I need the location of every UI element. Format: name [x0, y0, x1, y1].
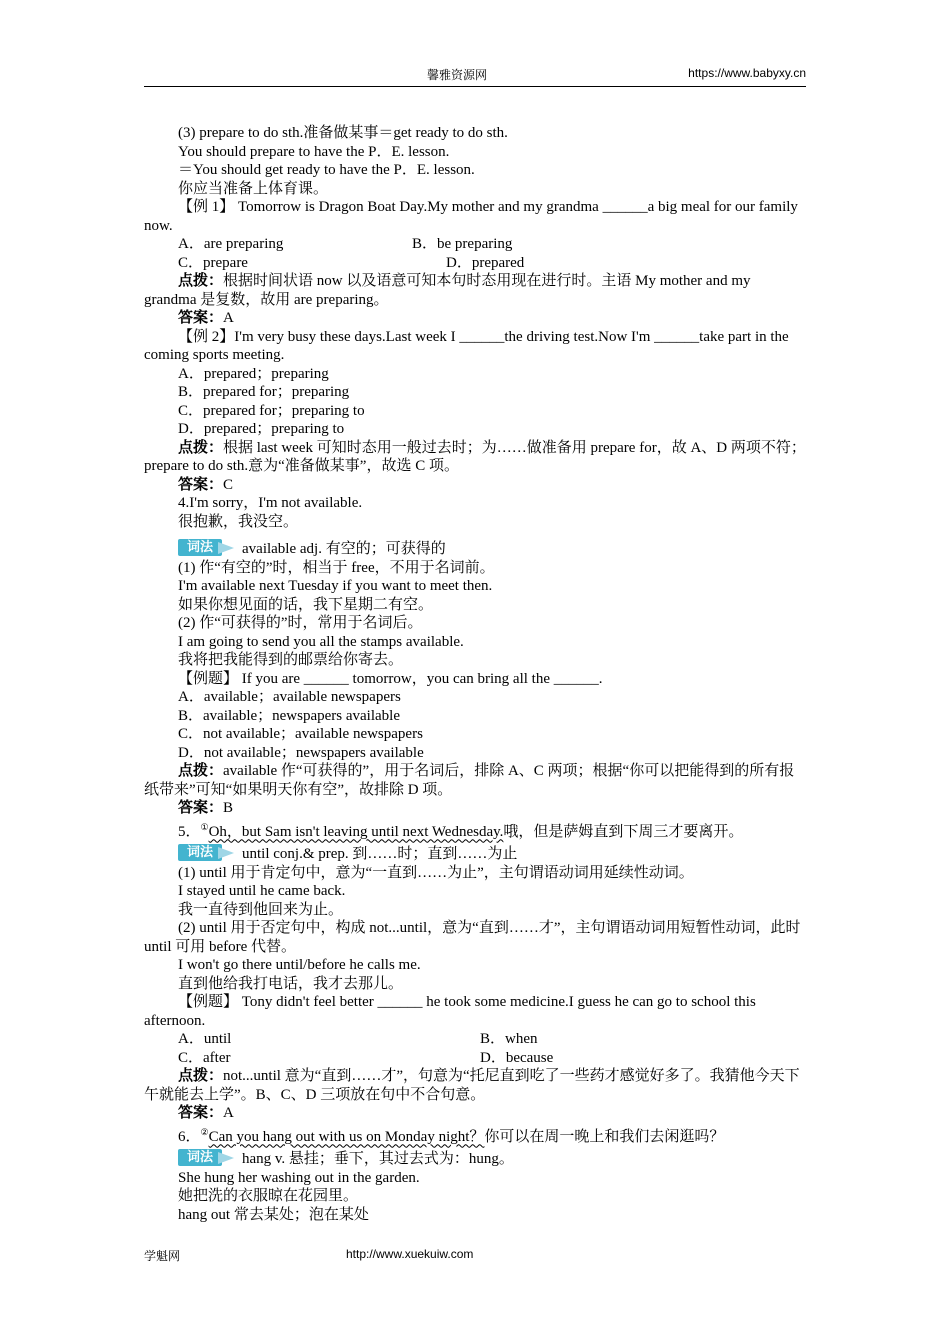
text-line: She hung her washing out in the garden.	[178, 1169, 420, 1186]
hint-label: 点拨：	[178, 273, 224, 289]
text-line: ＝You should get ready to have the P．E. lesson.	[178, 162, 475, 178]
example-question: 【例题】 Tony didn't feel better ______ he took some medicine.I guess he can go to school this afternoon.	[144, 994, 756, 1029]
hint-text: available 作“可获得的”，用于名词后，排除 A、C 两项；根据“你可以把能得到的所有报纸带来”可知“如果明天你有空”，故排除 D 项。	[144, 763, 795, 798]
vocab-heading: 词法 available adj. 有空的；可获得的	[144, 539, 806, 559]
text-line: hang out 常去某处；泡在某处	[178, 1206, 369, 1223]
text-line: (3) prepare to do sth.准备做某事＝get ready to do sth.	[178, 125, 508, 141]
option-c: C．not available；available newspapers	[178, 726, 423, 742]
sentence-6: 6．②Can you hang out with us on Monday night？你可以在周一晚上和我们去闲逛吗？	[178, 1126, 725, 1145]
option-b: B．prepared for；preparing	[178, 384, 350, 400]
answer-label: 答案：	[178, 476, 224, 493]
option-a: A．prepared；preparing	[178, 365, 329, 382]
text-line: (2) until 用于否定句中，构成 not...until，意为“直到……才”，主句谓语动词用短暂性动词，此时 until 可用 before 代替。	[144, 920, 801, 955]
options-row	[144, 1049, 806, 1068]
option-d: D．prepared	[446, 254, 525, 271]
answer-label: 答案：	[178, 310, 224, 326]
sentence-5: 5．①Oh，but Sam isn't leaving until next Wednesday.哦，但是萨姆直到下周三才要离开。	[178, 821, 744, 840]
hint	[144, 762, 806, 799]
answer-label: 答案：	[178, 1105, 224, 1121]
text-line: I am going to send you all the stamps available.	[178, 633, 464, 650]
text-line: 直到他给我打电话，我才去那儿。	[178, 975, 404, 992]
vocab-heading: 词法 hang v. 悬挂；垂下，其过去式为：hung。	[144, 1149, 806, 1169]
options-row	[144, 254, 806, 273]
text-line: I stayed until he came back.	[178, 883, 346, 899]
hint	[144, 272, 806, 309]
option-b: B．be preparing	[412, 236, 513, 252]
option-a: A．are preparing	[178, 236, 284, 252]
document-body	[144, 124, 806, 1224]
option-c: C．after	[178, 1049, 231, 1066]
header-site-name: 馨雅资源网	[427, 68, 488, 82]
text-line: 你应当准备上体育课。	[178, 180, 329, 197]
hint	[144, 439, 806, 476]
text-line: 4.I'm sorry，I'm not available.	[178, 495, 363, 511]
option-b: B．available；newspapers available	[178, 707, 400, 724]
footer-site-name: 学魁网	[144, 1249, 181, 1263]
answer	[144, 1104, 806, 1123]
text-line: 很抱歉，我没空。	[178, 513, 299, 530]
answer	[144, 309, 806, 328]
text-line: (1) 作“有空的”时，相当于 free，不用于名词前。	[178, 559, 495, 576]
hint	[144, 1067, 806, 1104]
text-line: (1) until 用于肯定句中，意为“一直到……为止”，主句谓语动词用延续性动词。	[178, 864, 694, 881]
hint-text: 根据 last week 可知时态用一般过去时；为……做准备用 prepare for，故 A、D 两项不符；prepare to do sth.意为“准备做某事”，故选 C 项。	[144, 439, 806, 474]
answer-value: A	[223, 310, 234, 326]
answer-label: 答案：	[178, 800, 224, 816]
hint-text: not...until 意为“直到……才”，句意为“托尼直到吃了一些药才感觉好多了。我猜他今天下午就能去上学”。B、C、D 三项放在句中不合句意。	[144, 1068, 800, 1103]
option-d: D．prepared；preparing to	[178, 421, 345, 437]
text-line: (2) 作“可获得的”时，常用于名词后。	[178, 615, 423, 631]
example-question: 【例 2】I'm very busy these days.Last week I ______the driving test.Now I'm ______take part in the coming sports meeting.	[144, 328, 789, 363]
option-d: D．because	[480, 1049, 554, 1066]
hint-label: 点拨：	[178, 1068, 224, 1084]
option-a: A．available；available newspapers	[178, 689, 401, 705]
option-d: D．not available；newspapers available	[178, 744, 424, 761]
answer-value: B	[223, 800, 234, 816]
option-c: C．prepared for；preparing to	[178, 402, 365, 419]
text-line: You should prepare to have the P．E. lesson.	[178, 143, 450, 160]
hint-label: 点拨：	[178, 763, 224, 779]
example-question: 【例题】 If you are ______ tomorrow，you can bring all the ______.	[178, 670, 603, 687]
text-line: I won't go there until/before he calls me.	[178, 957, 421, 973]
answer-value: A	[223, 1105, 234, 1121]
vocab-tag-icon: 词法	[178, 844, 238, 861]
example-question: 【例 1】 Tomorrow is Dragon Boat Day.My mother and my grandma ______a big meal for our family now.	[144, 199, 798, 234]
hint-label: 点拨：	[178, 439, 224, 456]
vocab-heading: 词法 until conj.& prep. 到……时；直到……为止	[144, 844, 806, 864]
page-header	[144, 66, 806, 87]
header-url[interactable]: https://www.babyxy.cn	[688, 66, 806, 80]
answer-value: C	[223, 476, 234, 493]
answer	[144, 799, 806, 818]
text-line: 她把洗的衣服晾在花园里。	[178, 1188, 359, 1204]
vocab-tag-icon: 词法	[178, 1149, 238, 1166]
option-a: A．until	[178, 1031, 232, 1047]
vocab-tag-icon: 词法	[178, 539, 238, 556]
text-line: I'm available next Tuesday if you want to meet then.	[178, 578, 493, 594]
footer-url[interactable]: http://www.xuekuiw.com	[346, 1247, 474, 1261]
option-b: B．when	[480, 1031, 538, 1047]
hint-text: 根据时间状语 now 以及语意可知本句时态用现在进行时。主语 My mother and my grandma 是复数，故用 are preparing。	[144, 273, 751, 308]
options-row	[144, 235, 806, 254]
text-line: 我将把我能得到的邮票给你寄去。	[178, 652, 404, 668]
text-line: 我一直待到他回来为止。	[178, 901, 344, 918]
options-row	[144, 1030, 806, 1049]
option-c: C．prepare	[178, 254, 248, 271]
text-line: 如果你想见面的话，我下星期二有空。	[178, 596, 434, 613]
answer	[144, 476, 806, 495]
